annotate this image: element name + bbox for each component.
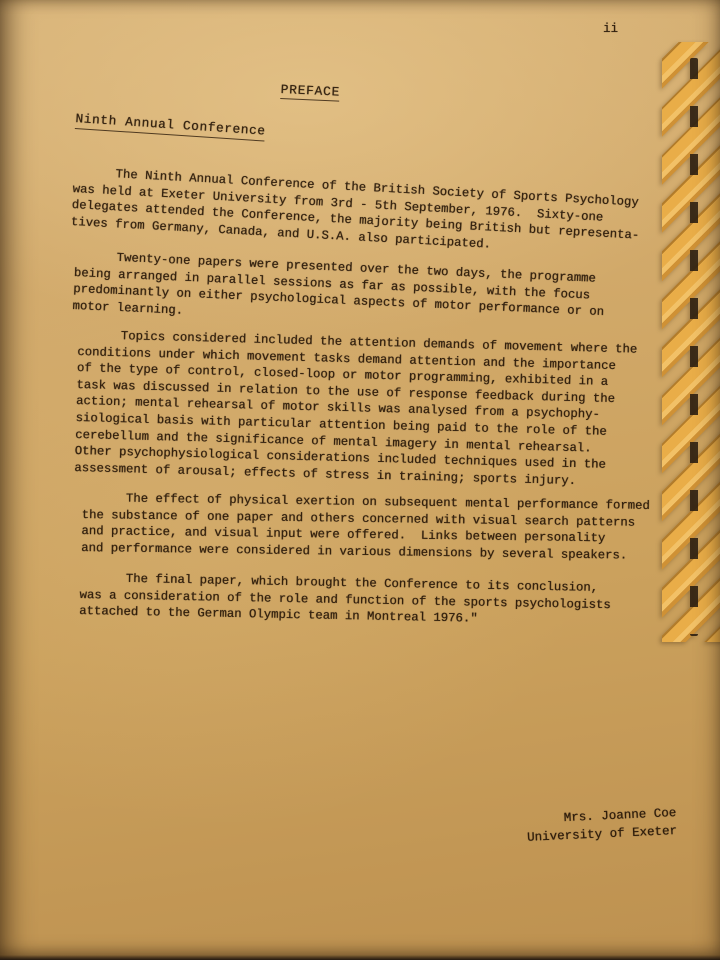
- signature-affiliation: University of Exeter: [526, 823, 678, 845]
- paragraph-topics-considered: Topics considered included the attention demands of movement where the conditions under which movement tasks demand attention and the importance of the type of control, closed-loop or motor programming, exhibited in a task was discussed in relation to the use of response feedback during the action; mental rehearsal of motor skills was analysed from a psychophy- siological basis with particular attention being paid to the role of the cerebellum and the significance of mental imagery in mental rehearsal. Other psychophysiological considerations included techniques used in the assessment of arousal; effects of stress in training; sports injury.: [74, 329, 638, 488]
- preface-title: PREFACE: [280, 82, 341, 100]
- signature-block: [522, 805, 677, 847]
- section-heading: Ninth Annual Conference: [75, 111, 266, 141]
- comb-binding: [662, 42, 720, 642]
- paragraph-conference-overview: The Ninth Annual Conference of the British Society of Sports Psychology was held at Exeter University from 3rd - 5th September, 1976. Sixty-one delegates attended the Conference, the majority being British but representa- tives from Germany, Canada, and U.S.A. also participated.: [70, 167, 640, 252]
- paragraph-final-paper: The final paper, which brought the Conference to its conclusion, was a consideration of the role and function of the sports psychologists attached to the German Olympic team in Montreal 1976.": [79, 571, 611, 626]
- page-number: ii: [603, 22, 619, 36]
- paragraph-papers-presented: Twenty-one papers were presented over the two days, the programme being arranged in parallel sessions as far as possible, with the focus predominantly on either psychological aspects of motor performance or on motor learning.: [72, 250, 605, 320]
- paragraph-physical-exertion: The effect of physical exertion on subsequent mental performance formed the substance of one paper and others concerned with visual search patterns and practice, and visual input were offered. Links between personality and performance were considered in various dimensions by several speakers.: [81, 491, 650, 563]
- signature-name: Mrs. Joanne Coe: [563, 806, 677, 826]
